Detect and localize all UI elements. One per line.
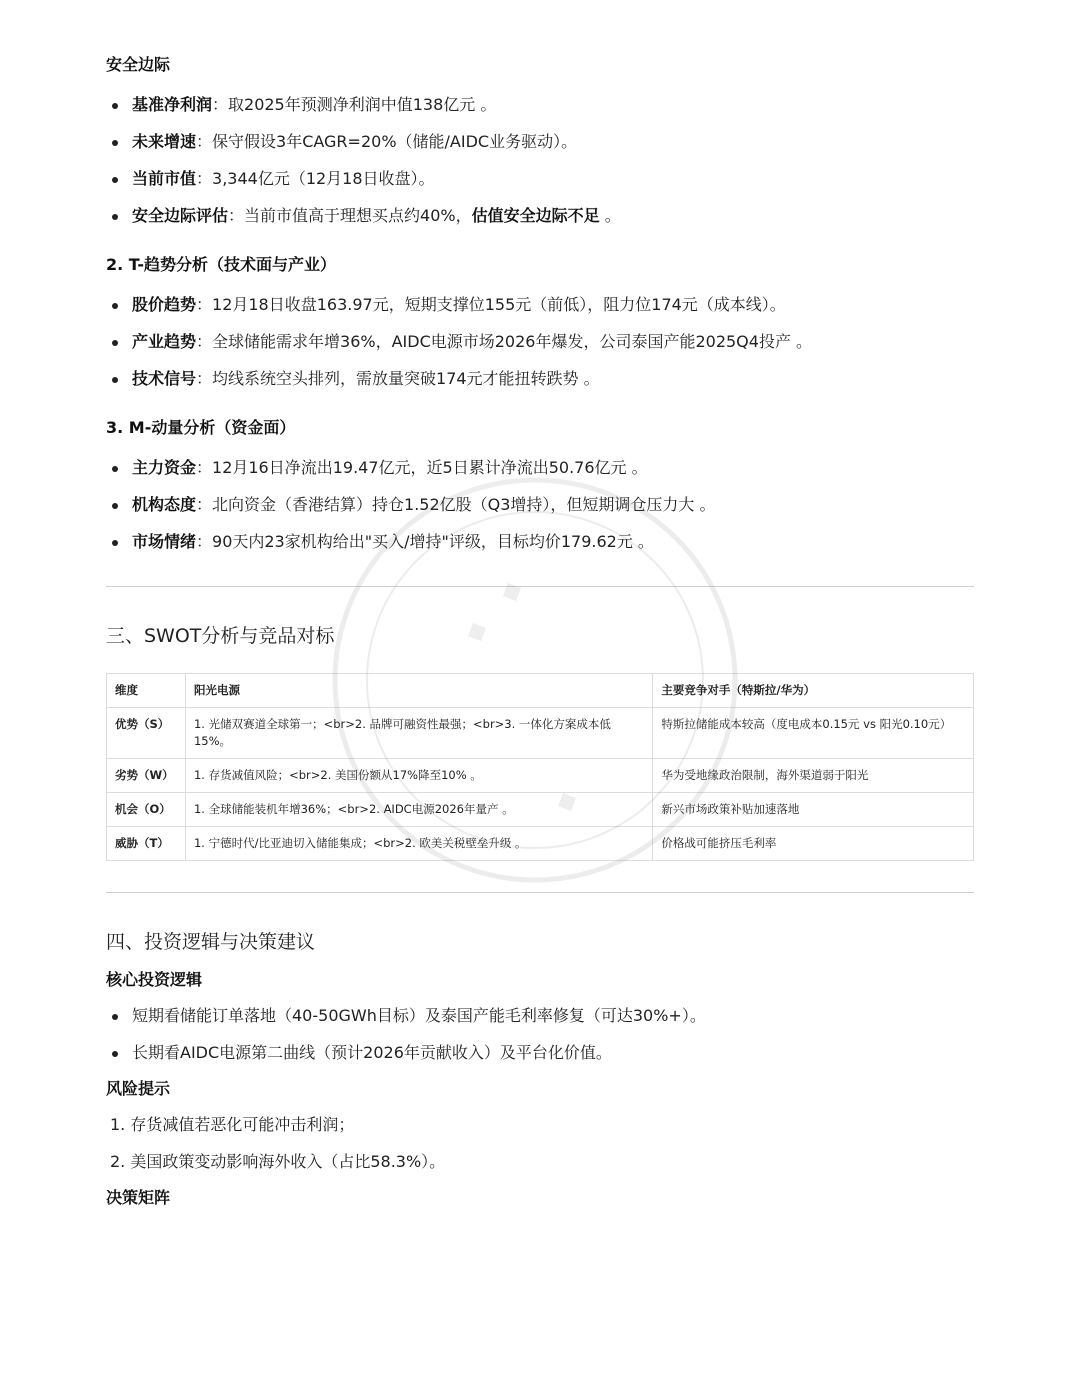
list-item: 2. 美国政策变动影响海外收入（占比58.3%）。: [110, 1152, 446, 1171]
swot-title: 三、SWOT分析与竞品对标: [106, 625, 335, 647]
table-row: 机会（O） 1. 全球储能装机年增36%；<br>2. AIDC电源2026年量产 。 新兴市场政策补贴加速落地: [107, 793, 974, 827]
trend-heading: 2. T-趋势分析（技术面与产业）: [106, 255, 336, 274]
list-item: 技术信号：均线系统空头排列，需放量突破174元才能扭转跌势 。: [106, 369, 974, 389]
header-competitors: 主要竞争对手（特斯拉/华为）: [653, 674, 974, 708]
risk-list: [106, 1115, 974, 1172]
decision-title: 四、投资逻辑与决策建议: [106, 931, 316, 953]
risk-heading: 风险提示: [106, 1079, 171, 1098]
divider: [106, 586, 974, 587]
momentum-heading: 3. M-动量分析（资金面）: [106, 418, 296, 437]
swot-table: [106, 673, 974, 861]
list-item: 未来增速：保守假设3年CAGR=20%（储能/AIDC业务驱动）。: [106, 132, 974, 152]
divider: [106, 892, 974, 893]
list-item: 市场情绪：90天内23家机构给出"买入/增持"评级，目标均价179.62元 。: [106, 532, 974, 552]
list-item: 长期看AIDC电源第二曲线（预计2026年贡献收入）及平台化价值。: [106, 1043, 974, 1063]
list-item: 1. 存货减值若恶化可能冲击利润；: [110, 1115, 355, 1134]
header-dimension: 维度: [107, 674, 186, 708]
list-item: 主力资金：12月16日净流出19.47亿元，近5日累计净流出50.76亿元 。: [106, 458, 974, 478]
core-logic-heading: 核心投资逻辑: [106, 970, 203, 989]
list-item: 当前市值：3,344亿元（12月18日收盘）。: [106, 169, 974, 189]
list-item: 短期看储能订单落地（40-50GWh目标）及泰国产能毛利率修复（可达30%+）。: [106, 1006, 974, 1026]
list-item: 机构态度：北向资金（香港结算）持仓1.52亿股（Q3增持），但短期调仓压力大 。: [106, 495, 974, 515]
list-item: 安全边际评估：当前市值高于理想买点约40%，估值安全边际不足 。: [106, 206, 974, 226]
trend-list: [106, 295, 974, 389]
list-item: 产业趋势：全球储能需求年增36%，AIDC电源市场2026年爆发，公司泰国产能2025Q4投产 。: [106, 332, 974, 352]
safety-list: [106, 95, 974, 226]
safety-heading: 安全边际: [106, 55, 171, 74]
safety-section: [106, 54, 974, 76]
decision-matrix-heading: 决策矩阵: [106, 1188, 171, 1207]
document-page: [106, 54, 974, 1209]
table-row: 劣势（W） 1. 存货减值风险；<br>2. 美国份额从17%降至10% 。 华为受地缘政治限制，海外渠道弱于阳光: [107, 759, 974, 793]
table-row: 威胁（T） 1. 宁德时代/比亚迪切入储能集成；<br>2. 欧美关税壁垒升级 。 价格战可能挤压毛利率: [107, 827, 974, 861]
header-sungrow: 阳光电源: [185, 674, 652, 708]
core-logic-list: [106, 1006, 974, 1063]
list-item: 基准净利润：取2025年预测净利润中值138亿元 。: [106, 95, 974, 115]
table-header-row: [107, 674, 974, 708]
momentum-list: [106, 458, 974, 552]
list-item: 股价趋势：12月18日收盘163.97元，短期支撑位155元（前低），阻力位174元（成本线）。: [106, 295, 974, 315]
table-row: 优势（S） 1. 光储双赛道全球第一；<br>2. 品牌可融资性最强；<br>3. 一体化方案成本低15%。 特斯拉储能成本较高（度电成本0.15元 vs 阳光0.10元）: [107, 708, 974, 759]
